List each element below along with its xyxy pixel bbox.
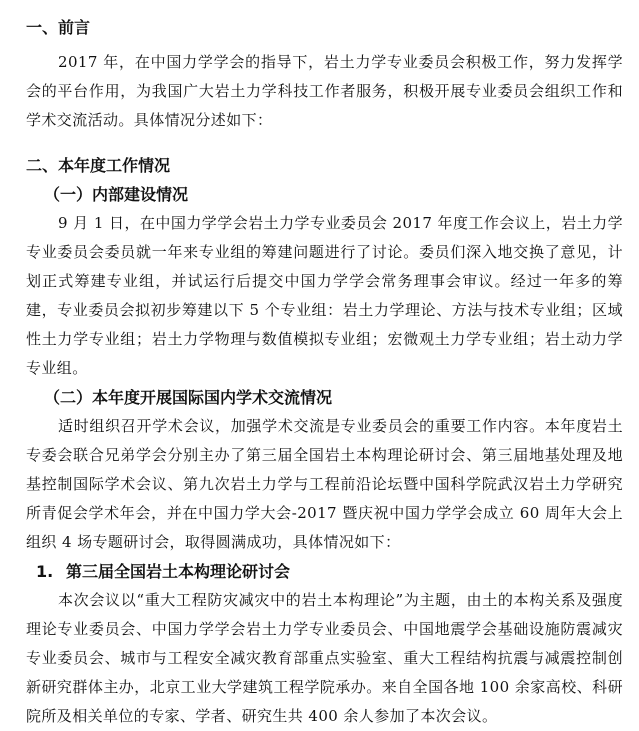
- subsection-heading-exchange: （二）本年度开展国际国内学术交流情况: [44, 388, 333, 407]
- exchange-paragraph: 适时组织召开学术会议，加强学术交流是专业委员会的重要工作内容。本年度岩土专委会联合兄弟学会分别主办了第三届全国岩土本构理论研讨会、第三届地基处理及地基控制国际学术会议、第九次岩土力学与工程前沿论坛暨中国科学院武汉岩土力学研究所青促会学术年会，并在中国力学大会-2017 暨庆祝中国力学学会成立 60 周年大会上组织 4 场专题研讨会，取得圆满成功，具体情况如下：: [26, 417, 623, 551]
- section-heading-annual-work: 二、本年度工作情况: [26, 156, 171, 175]
- preface-paragraph: 2017 年，在中国力学学会的指导下，岩土力学专业委员会积极工作，努力发挥学会的平台作用，为我国广大岩土力学科技工作者服务，积极开展专业委员会组织工作和学术交流活动。具体情况分述如下：: [26, 53, 623, 129]
- spacer: [26, 135, 623, 151]
- item-title: 第三届全国岩土本构理论研讨会: [66, 562, 291, 581]
- internal-paragraph: 9 月 1 日，在中国力学学会岩土力学专业委员会 2017 年度工作会议上，岩土力学专业委员会委员就一年来专业组的筹建问题进行了讨论。委员们深入地交换了意见，计划正式筹建专业组，并试运行后提交中国力学学会常务理事会审议。经过一年多的筹建，专业委员会拟初步筹建以下 5 个专业组：岩土力学理论、方法与技术专业组；区域性土力学专业组；岩土力学物理与数值模拟专业组；宏微观土力学专业组；岩土动力学专业组。: [26, 214, 623, 377]
- section-heading-preface: 一、前言: [26, 18, 91, 37]
- subsection-heading-internal: （一）内部建设情况: [44, 185, 189, 204]
- item-heading-conference: [36, 557, 623, 586]
- item-number: 1.: [36, 562, 54, 581]
- conference-paragraph: 本次会议以“重大工程防灾减灾中的岩土本构理论”为主题，由土的本构关系及强度理论专业委员会、中国力学学会岩土力学专业委员会、中国地震学会基础设施防震减灾专业委员会、城市与工程安全减灾教育部重点实验室、重大工程结构抗震与减震控制创新研究群体主办，北京工业大学建筑工程学院承办。来自全国各地 100 余家高校、科研院所及相关单位的专家、学者、研究生共 400 余人参加了本次会议。: [26, 591, 623, 725]
